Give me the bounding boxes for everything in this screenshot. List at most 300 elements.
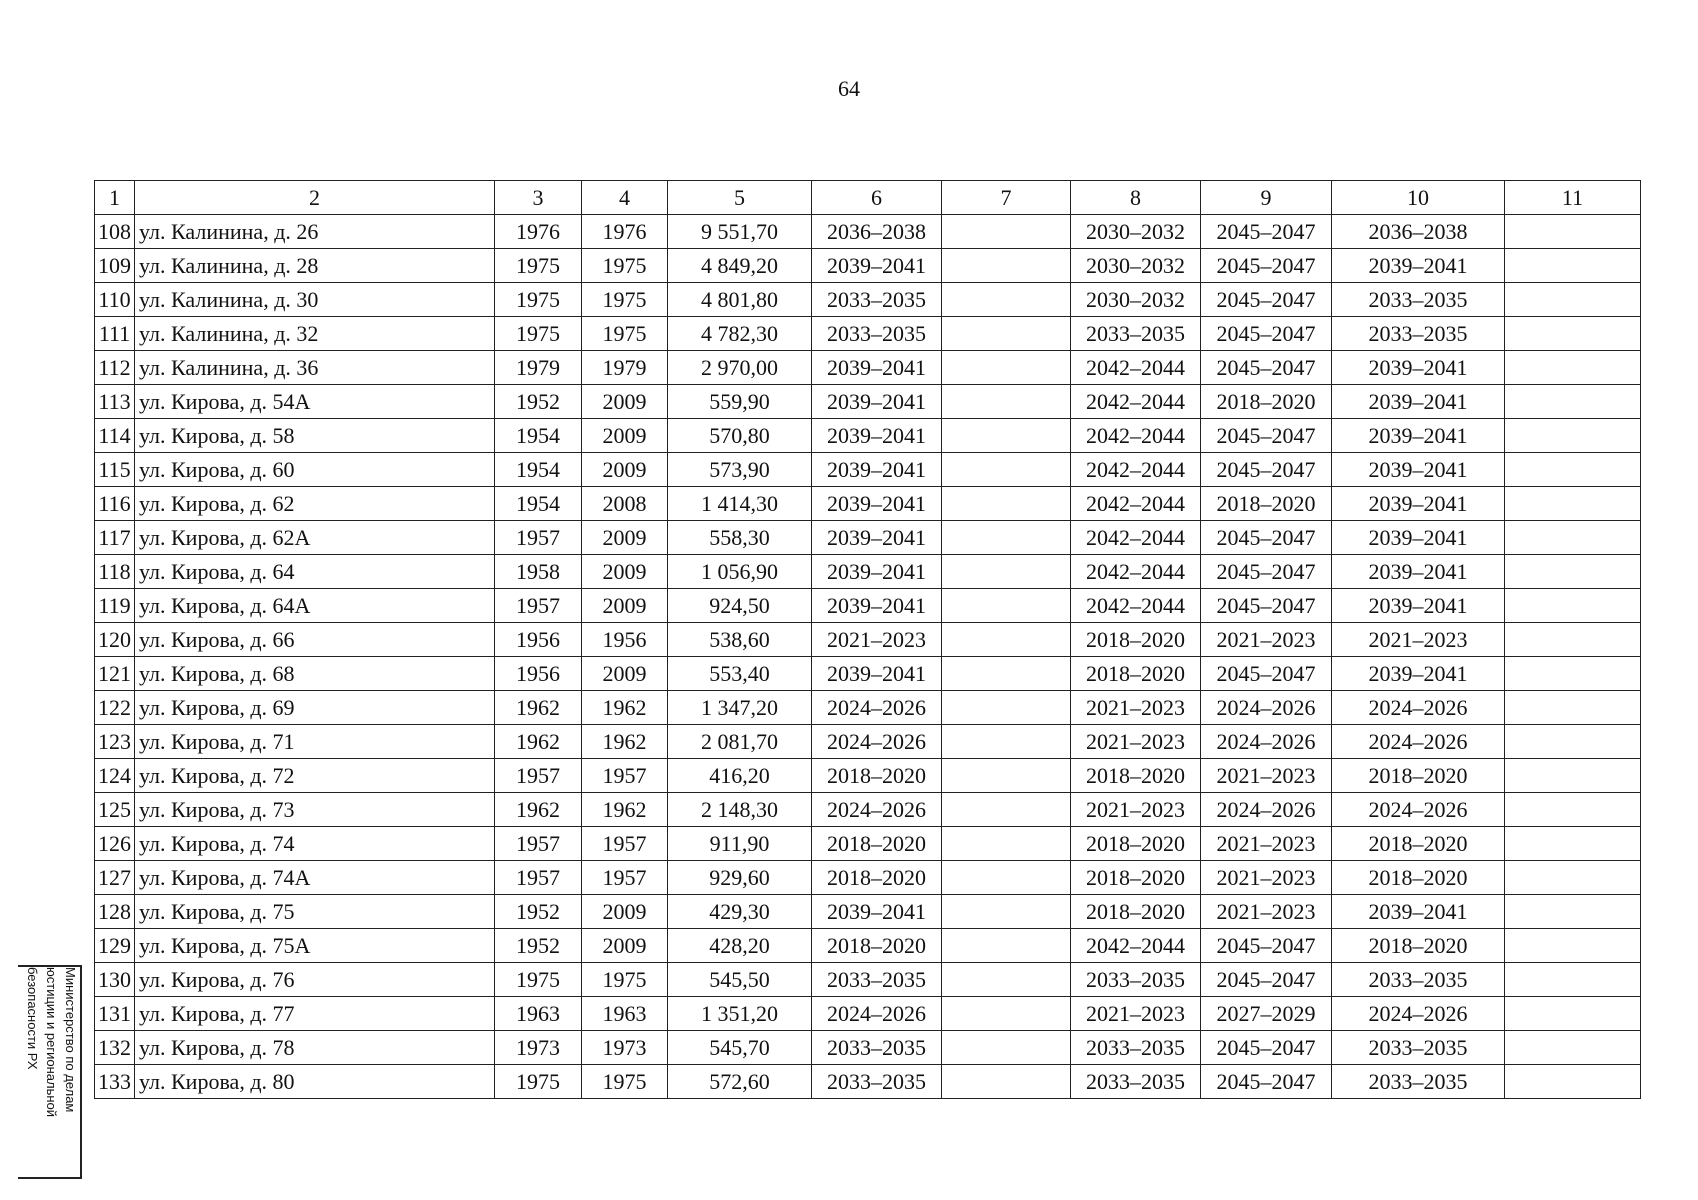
address-cell: ул. Кирова, д. 80	[135, 1065, 495, 1099]
period-col-8-cell: 2018–2020	[1071, 827, 1201, 861]
column-header-8: 8	[1071, 181, 1201, 215]
row-number-cell: 131	[95, 997, 135, 1031]
row-number-cell: 114	[95, 419, 135, 453]
table-row	[95, 589, 1641, 623]
address-cell: ул. Кирова, д. 64	[135, 555, 495, 589]
col-7-cell	[942, 317, 1071, 351]
column-header-9: 9	[1201, 181, 1332, 215]
period-col-10-cell: 2039–2041	[1332, 487, 1505, 521]
period-col-8-cell: 2042–2044	[1071, 419, 1201, 453]
period-col-6-cell: 2039–2041	[812, 657, 942, 691]
row-number-cell: 126	[95, 827, 135, 861]
period-col-9-cell: 2021–2023	[1201, 861, 1332, 895]
period-col-6-cell: 2039–2041	[812, 487, 942, 521]
row-number-cell: 111	[95, 317, 135, 351]
table-row	[95, 929, 1641, 963]
col-7-cell	[942, 827, 1071, 861]
area-cell: 545,50	[668, 963, 812, 997]
col-7-cell	[942, 555, 1071, 589]
address-cell: ул. Кирова, д. 54А	[135, 385, 495, 419]
col-7-cell	[942, 249, 1071, 283]
area-cell: 2 970,00	[668, 351, 812, 385]
col-11-cell	[1505, 283, 1641, 317]
col-11-cell	[1505, 351, 1641, 385]
period-col-9-cell: 2045–2047	[1201, 215, 1332, 249]
year-built-cell: 1976	[495, 215, 582, 249]
year-commissioned-cell: 2009	[582, 385, 668, 419]
col-11-cell	[1505, 1031, 1641, 1065]
period-col-6-cell: 2033–2035	[812, 1031, 942, 1065]
table-row	[95, 215, 1641, 249]
year-commissioned-cell: 2009	[582, 895, 668, 929]
period-col-8-cell: 2018–2020	[1071, 623, 1201, 657]
period-col-6-cell: 2021–2023	[812, 623, 942, 657]
year-built-cell: 1954	[495, 419, 582, 453]
period-col-9-cell: 2045–2047	[1201, 929, 1332, 963]
column-header-3: 3	[495, 181, 582, 215]
area-cell: 558,30	[668, 521, 812, 555]
period-col-9-cell: 2045–2047	[1201, 555, 1332, 589]
period-col-8-cell: 2018–2020	[1071, 861, 1201, 895]
column-header-4: 4	[582, 181, 668, 215]
year-built-cell: 1957	[495, 521, 582, 555]
table-row	[95, 997, 1641, 1031]
year-commissioned-cell: 1963	[582, 997, 668, 1031]
address-cell: ул. Кирова, д. 58	[135, 419, 495, 453]
period-col-9-cell: 2018–2020	[1201, 487, 1332, 521]
year-built-cell: 1954	[495, 487, 582, 521]
row-number-cell: 127	[95, 861, 135, 895]
year-built-cell: 1957	[495, 589, 582, 623]
address-cell: ул. Кирова, д. 60	[135, 453, 495, 487]
period-col-9-cell: 2045–2047	[1201, 963, 1332, 997]
year-commissioned-cell: 1975	[582, 317, 668, 351]
period-col-9-cell: 2024–2026	[1201, 793, 1332, 827]
row-number-cell: 129	[95, 929, 135, 963]
col-11-cell	[1505, 521, 1641, 555]
period-col-10-cell: 2018–2020	[1332, 759, 1505, 793]
col-11-cell	[1505, 827, 1641, 861]
year-built-cell: 1956	[495, 657, 582, 691]
year-built-cell: 1975	[495, 249, 582, 283]
period-col-6-cell: 2039–2041	[812, 555, 942, 589]
table-row	[95, 895, 1641, 929]
col-7-cell	[942, 793, 1071, 827]
period-col-9-cell: 2024–2026	[1201, 691, 1332, 725]
col-11-cell	[1505, 419, 1641, 453]
col-7-cell	[942, 487, 1071, 521]
area-cell: 559,90	[668, 385, 812, 419]
period-col-10-cell: 2018–2020	[1332, 861, 1505, 895]
year-commissioned-cell: 1962	[582, 725, 668, 759]
table-row	[95, 1031, 1641, 1065]
period-col-8-cell: 2018–2020	[1071, 759, 1201, 793]
area-cell: 1 351,20	[668, 997, 812, 1031]
column-header-11: 11	[1505, 181, 1641, 215]
row-number-cell: 132	[95, 1031, 135, 1065]
period-col-10-cell: 2033–2035	[1332, 317, 1505, 351]
row-number-cell: 133	[95, 1065, 135, 1099]
period-col-10-cell: 2018–2020	[1332, 929, 1505, 963]
year-built-cell: 1957	[495, 759, 582, 793]
year-built-cell: 1957	[495, 827, 582, 861]
table-row	[95, 249, 1641, 283]
row-number-cell: 123	[95, 725, 135, 759]
address-cell: ул. Кирова, д. 68	[135, 657, 495, 691]
area-cell: 429,30	[668, 895, 812, 929]
col-11-cell	[1505, 963, 1641, 997]
period-col-8-cell: 2042–2044	[1071, 555, 1201, 589]
period-col-8-cell: 2042–2044	[1071, 521, 1201, 555]
area-cell: 572,60	[668, 1065, 812, 1099]
year-built-cell: 1973	[495, 1031, 582, 1065]
year-commissioned-cell: 1957	[582, 759, 668, 793]
table-row	[95, 861, 1641, 895]
year-commissioned-cell: 1979	[582, 351, 668, 385]
housing-registry-table	[94, 180, 1641, 1099]
address-cell: ул. Кирова, д. 73	[135, 793, 495, 827]
year-commissioned-cell: 2009	[582, 589, 668, 623]
page-number: 64	[838, 76, 860, 101]
period-col-10-cell: 2039–2041	[1332, 453, 1505, 487]
col-11-cell	[1505, 793, 1641, 827]
row-number-cell: 124	[95, 759, 135, 793]
area-cell: 570,80	[668, 419, 812, 453]
year-built-cell: 1952	[495, 385, 582, 419]
col-7-cell	[942, 929, 1071, 963]
area-cell: 2 081,70	[668, 725, 812, 759]
period-col-8-cell: 2042–2044	[1071, 929, 1201, 963]
year-commissioned-cell: 2009	[582, 521, 668, 555]
period-col-9-cell: 2045–2047	[1201, 521, 1332, 555]
registration-stamp	[18, 965, 82, 1179]
period-col-8-cell: 2030–2032	[1071, 283, 1201, 317]
year-commissioned-cell: 1957	[582, 827, 668, 861]
year-built-cell: 1957	[495, 861, 582, 895]
table-row	[95, 317, 1641, 351]
row-number-cell: 109	[95, 249, 135, 283]
period-col-10-cell: 2039–2041	[1332, 589, 1505, 623]
address-cell: ул. Кирова, д. 76	[135, 963, 495, 997]
year-built-cell: 1956	[495, 623, 582, 657]
period-col-9-cell: 2021–2023	[1201, 827, 1332, 861]
col-7-cell	[942, 215, 1071, 249]
address-cell: ул. Кирова, д. 72	[135, 759, 495, 793]
period-col-10-cell: 2024–2026	[1332, 997, 1505, 1031]
period-col-8-cell: 2033–2035	[1071, 1031, 1201, 1065]
period-col-9-cell: 2045–2047	[1201, 351, 1332, 385]
col-11-cell	[1505, 895, 1641, 929]
row-number-cell: 113	[95, 385, 135, 419]
period-col-9-cell: 2045–2047	[1201, 419, 1332, 453]
period-col-10-cell: 2039–2041	[1332, 351, 1505, 385]
col-11-cell	[1505, 623, 1641, 657]
area-cell: 545,70	[668, 1031, 812, 1065]
year-commissioned-cell: 1975	[582, 249, 668, 283]
year-commissioned-cell: 1973	[582, 1031, 668, 1065]
col-11-cell	[1505, 1065, 1641, 1099]
col-11-cell	[1505, 317, 1641, 351]
stamp-line: безопасности РХ	[25, 967, 40, 1070]
year-commissioned-cell: 2009	[582, 419, 668, 453]
year-built-cell: 1962	[495, 725, 582, 759]
col-7-cell	[942, 521, 1071, 555]
area-cell: 573,90	[668, 453, 812, 487]
period-col-9-cell: 2045–2047	[1201, 657, 1332, 691]
row-number-cell: 118	[95, 555, 135, 589]
col-11-cell	[1505, 657, 1641, 691]
period-col-8-cell: 2030–2032	[1071, 215, 1201, 249]
year-built-cell: 1952	[495, 929, 582, 963]
year-commissioned-cell: 2009	[582, 453, 668, 487]
year-built-cell: 1962	[495, 691, 582, 725]
period-col-9-cell: 2024–2026	[1201, 725, 1332, 759]
row-number-cell: 120	[95, 623, 135, 657]
address-cell: ул. Калинина, д. 30	[135, 283, 495, 317]
period-col-10-cell: 2021–2023	[1332, 623, 1505, 657]
period-col-9-cell: 2045–2047	[1201, 453, 1332, 487]
table-row	[95, 385, 1641, 419]
period-col-8-cell: 2021–2023	[1071, 691, 1201, 725]
period-col-10-cell: 2033–2035	[1332, 283, 1505, 317]
period-col-9-cell: 2045–2047	[1201, 249, 1332, 283]
period-col-6-cell: 2039–2041	[812, 351, 942, 385]
column-number-header-row	[95, 181, 1641, 215]
period-col-10-cell: 2039–2041	[1332, 657, 1505, 691]
period-col-9-cell: 2021–2023	[1201, 759, 1332, 793]
stamp-text	[23, 967, 80, 1177]
year-built-cell: 1963	[495, 997, 582, 1031]
address-cell: ул. Калинина, д. 26	[135, 215, 495, 249]
period-col-8-cell: 2021–2023	[1071, 997, 1201, 1031]
year-commissioned-cell: 1962	[582, 691, 668, 725]
period-col-8-cell: 2042–2044	[1071, 351, 1201, 385]
address-cell: ул. Кирова, д. 77	[135, 997, 495, 1031]
area-cell: 4 849,20	[668, 249, 812, 283]
col-7-cell	[942, 691, 1071, 725]
col-7-cell	[942, 861, 1071, 895]
period-col-9-cell: 2045–2047	[1201, 283, 1332, 317]
period-col-8-cell: 2033–2035	[1071, 317, 1201, 351]
period-col-10-cell: 2039–2041	[1332, 521, 1505, 555]
period-col-6-cell: 2018–2020	[812, 759, 942, 793]
period-col-6-cell: 2039–2041	[812, 385, 942, 419]
address-cell: ул. Кирова, д. 75А	[135, 929, 495, 963]
column-header-5: 5	[668, 181, 812, 215]
period-col-9-cell: 2045–2047	[1201, 1065, 1332, 1099]
row-number-cell: 117	[95, 521, 135, 555]
period-col-9-cell: 2018–2020	[1201, 385, 1332, 419]
year-built-cell: 1952	[495, 895, 582, 929]
table-row	[95, 453, 1641, 487]
row-number-cell: 116	[95, 487, 135, 521]
year-commissioned-cell: 2009	[582, 555, 668, 589]
row-number-cell: 122	[95, 691, 135, 725]
period-col-6-cell: 2039–2041	[812, 589, 942, 623]
address-cell: ул. Кирова, д. 75	[135, 895, 495, 929]
period-col-6-cell: 2018–2020	[812, 827, 942, 861]
table-row	[95, 283, 1641, 317]
table-row	[95, 521, 1641, 555]
area-cell: 2 148,30	[668, 793, 812, 827]
address-cell: ул. Калинина, д. 32	[135, 317, 495, 351]
table-row	[95, 759, 1641, 793]
column-header-1: 1	[95, 181, 135, 215]
address-cell: ул. Кирова, д. 66	[135, 623, 495, 657]
row-number-cell: 112	[95, 351, 135, 385]
year-built-cell: 1975	[495, 1065, 582, 1099]
year-built-cell: 1979	[495, 351, 582, 385]
table-row	[95, 725, 1641, 759]
period-col-6-cell: 2039–2041	[812, 453, 942, 487]
period-col-8-cell: 2021–2023	[1071, 725, 1201, 759]
col-7-cell	[942, 453, 1071, 487]
area-cell: 924,50	[668, 589, 812, 623]
col-11-cell	[1505, 453, 1641, 487]
row-number-cell: 125	[95, 793, 135, 827]
col-11-cell	[1505, 861, 1641, 895]
period-col-10-cell: 2039–2041	[1332, 419, 1505, 453]
period-col-10-cell: 2018–2020	[1332, 827, 1505, 861]
period-col-10-cell: 2024–2026	[1332, 691, 1505, 725]
column-header-7: 7	[942, 181, 1071, 215]
table-row	[95, 419, 1641, 453]
area-cell: 1 347,20	[668, 691, 812, 725]
year-commissioned-cell: 1975	[582, 1065, 668, 1099]
period-col-6-cell: 2018–2020	[812, 929, 942, 963]
period-col-10-cell: 2039–2041	[1332, 385, 1505, 419]
year-commissioned-cell: 1976	[582, 215, 668, 249]
period-col-8-cell: 2018–2020	[1071, 657, 1201, 691]
period-col-10-cell: 2039–2041	[1332, 555, 1505, 589]
address-cell: ул. Кирова, д. 78	[135, 1031, 495, 1065]
col-7-cell	[942, 725, 1071, 759]
row-number-cell: 115	[95, 453, 135, 487]
area-cell: 9 551,70	[668, 215, 812, 249]
col-11-cell	[1505, 487, 1641, 521]
table-row	[95, 623, 1641, 657]
col-7-cell	[942, 895, 1071, 929]
address-cell: ул. Кирова, д. 69	[135, 691, 495, 725]
year-commissioned-cell: 1975	[582, 963, 668, 997]
col-11-cell	[1505, 589, 1641, 623]
period-col-6-cell: 2039–2041	[812, 419, 942, 453]
row-number-cell: 130	[95, 963, 135, 997]
period-col-6-cell: 2033–2035	[812, 283, 942, 317]
area-cell: 1 056,90	[668, 555, 812, 589]
col-11-cell	[1505, 929, 1641, 963]
period-col-6-cell: 2018–2020	[812, 861, 942, 895]
year-commissioned-cell: 1956	[582, 623, 668, 657]
col-7-cell	[942, 385, 1071, 419]
period-col-6-cell: 2033–2035	[812, 963, 942, 997]
period-col-6-cell: 2033–2035	[812, 1065, 942, 1099]
period-col-9-cell: 2045–2047	[1201, 317, 1332, 351]
row-number-cell: 119	[95, 589, 135, 623]
col-7-cell	[942, 1065, 1071, 1099]
area-cell: 1 414,30	[668, 487, 812, 521]
col-11-cell	[1505, 725, 1641, 759]
period-col-6-cell: 2033–2035	[812, 317, 942, 351]
col-7-cell	[942, 623, 1071, 657]
row-number-cell: 108	[95, 215, 135, 249]
row-number-cell: 110	[95, 283, 135, 317]
address-cell: ул. Кирова, д. 71	[135, 725, 495, 759]
period-col-10-cell: 2039–2041	[1332, 895, 1505, 929]
col-7-cell	[942, 1031, 1071, 1065]
column-header-2: 2	[135, 181, 495, 215]
year-commissioned-cell: 2009	[582, 657, 668, 691]
table-row	[95, 555, 1641, 589]
area-cell: 553,40	[668, 657, 812, 691]
row-number-cell: 121	[95, 657, 135, 691]
table-row	[95, 1065, 1641, 1099]
area-cell: 911,90	[668, 827, 812, 861]
area-cell: 929,60	[668, 861, 812, 895]
year-built-cell: 1962	[495, 793, 582, 827]
year-commissioned-cell: 2009	[582, 929, 668, 963]
period-col-6-cell: 2039–2041	[812, 895, 942, 929]
period-col-8-cell: 2042–2044	[1071, 589, 1201, 623]
col-11-cell	[1505, 249, 1641, 283]
period-col-10-cell: 2024–2026	[1332, 725, 1505, 759]
period-col-9-cell: 2021–2023	[1201, 623, 1332, 657]
col-11-cell	[1505, 997, 1641, 1031]
period-col-8-cell: 2030–2032	[1071, 249, 1201, 283]
col-7-cell	[942, 759, 1071, 793]
column-header-10: 10	[1332, 181, 1505, 215]
area-cell: 416,20	[668, 759, 812, 793]
col-11-cell	[1505, 555, 1641, 589]
address-cell: ул. Кирова, д. 74А	[135, 861, 495, 895]
table-row	[95, 487, 1641, 521]
period-col-9-cell: 2045–2047	[1201, 589, 1332, 623]
col-7-cell	[942, 283, 1071, 317]
period-col-6-cell: 2039–2041	[812, 249, 942, 283]
stamp-line: Министерство по делам	[63, 967, 78, 1113]
stamp-line: юстиции и региональной	[44, 967, 59, 1118]
period-col-8-cell: 2033–2035	[1071, 963, 1201, 997]
address-cell: ул. Кирова, д. 74	[135, 827, 495, 861]
table-row	[95, 657, 1641, 691]
table-row	[95, 827, 1641, 861]
period-col-9-cell: 2045–2047	[1201, 1031, 1332, 1065]
col-7-cell	[942, 419, 1071, 453]
col-7-cell	[942, 657, 1071, 691]
year-commissioned-cell: 2008	[582, 487, 668, 521]
period-col-9-cell: 2027–2029	[1201, 997, 1332, 1031]
period-col-8-cell: 2042–2044	[1071, 487, 1201, 521]
period-col-8-cell: 2021–2023	[1071, 793, 1201, 827]
col-7-cell	[942, 963, 1071, 997]
period-col-8-cell: 2042–2044	[1071, 453, 1201, 487]
col-11-cell	[1505, 691, 1641, 725]
period-col-6-cell: 2039–2041	[812, 521, 942, 555]
period-col-6-cell: 2024–2026	[812, 691, 942, 725]
period-col-6-cell: 2036–2038	[812, 215, 942, 249]
area-cell: 4 782,30	[668, 317, 812, 351]
col-11-cell	[1505, 759, 1641, 793]
table-row	[95, 793, 1641, 827]
address-cell: ул. Кирова, д. 62А	[135, 521, 495, 555]
area-cell: 4 801,80	[668, 283, 812, 317]
period-col-6-cell: 2024–2026	[812, 997, 942, 1031]
period-col-6-cell: 2024–2026	[812, 793, 942, 827]
year-built-cell: 1975	[495, 963, 582, 997]
period-col-9-cell: 2021–2023	[1201, 895, 1332, 929]
col-11-cell	[1505, 215, 1641, 249]
address-cell: ул. Калинина, д. 36	[135, 351, 495, 385]
